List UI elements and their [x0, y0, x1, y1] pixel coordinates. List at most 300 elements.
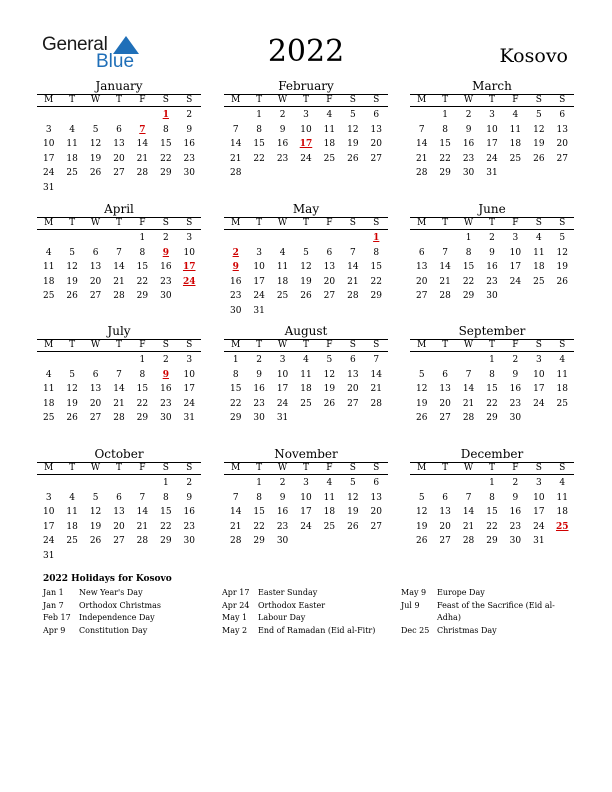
day-cell: 14: [462, 384, 475, 395]
day-cell: 27: [370, 521, 382, 532]
day-cell: 26: [323, 398, 336, 409]
day-cell: 30: [160, 413, 172, 424]
weekday-label: T: [442, 95, 449, 105]
day-cell: 13: [89, 262, 102, 273]
day-cell: 18: [42, 276, 55, 287]
weekday-label: S: [162, 340, 169, 350]
weekday-label: T: [488, 218, 495, 228]
day-cell: 30: [509, 413, 522, 424]
day-cell: 1: [489, 478, 495, 488]
weekday-label: S: [349, 218, 356, 228]
day-cell: 24: [509, 276, 522, 287]
day-cell: 4: [326, 478, 333, 488]
day-grid: [224, 476, 388, 549]
holiday-entry: [401, 625, 561, 638]
day-cell: 8: [232, 369, 239, 380]
day-cell: 7: [116, 247, 122, 258]
day-cell: 15: [462, 262, 475, 273]
month-name: June: [478, 202, 506, 216]
day-cell: 4: [303, 355, 309, 365]
day-cell: 6: [116, 124, 122, 135]
day-cell: 4: [559, 478, 566, 488]
weekday-label: F: [512, 340, 519, 350]
day-grid: [410, 231, 574, 304]
day-cell: 16: [486, 262, 498, 273]
day-cell: 7: [373, 355, 380, 365]
holiday-column: [43, 587, 218, 637]
empty-cell: [457, 476, 480, 491]
empty-cell: [457, 353, 480, 368]
weekday-label: M: [44, 218, 54, 228]
day-cell: 13: [370, 124, 382, 135]
day-cell: 6: [442, 492, 448, 503]
day-cell: 22: [229, 398, 242, 409]
holiday-column: [222, 587, 397, 637]
day-cell: 22: [462, 276, 475, 287]
weekday-header: [37, 462, 201, 475]
day-cell: 5: [92, 492, 99, 503]
holiday-entry: [222, 612, 397, 625]
day-cell: 2: [186, 478, 193, 488]
weekday-label: T: [115, 218, 122, 228]
day-cell: 29: [229, 413, 242, 424]
day-cell: 28: [113, 291, 125, 302]
day-cell: 17: [509, 262, 522, 273]
holiday-entry: [43, 600, 218, 613]
weekday-label: S: [535, 463, 542, 473]
empty-cell: [271, 231, 294, 246]
day-cell: 10: [509, 247, 522, 258]
day-cell: 27: [556, 153, 568, 164]
weekday-label: M: [44, 340, 54, 350]
day-cell: 2: [186, 110, 193, 120]
month-november: [224, 447, 388, 549]
day-cell: 11: [509, 124, 522, 135]
day-cell: 18: [276, 276, 289, 287]
empty-cell: [107, 108, 130, 123]
day-cell: 11: [323, 124, 336, 135]
day-grid: [410, 353, 574, 426]
day-cell: 16: [462, 139, 475, 150]
weekday-label: F: [139, 340, 146, 350]
day-cell: 11: [276, 262, 289, 273]
day-cell: 9: [465, 124, 472, 135]
day-grid: [37, 108, 201, 196]
day-cell: 10: [183, 247, 195, 258]
day-cell: 25: [42, 291, 55, 302]
day-cell: 16: [160, 384, 172, 395]
day-cell: 28: [136, 168, 149, 179]
day-cell: 6: [373, 478, 380, 488]
day-cell: 27: [113, 168, 125, 179]
day-cell: 28: [229, 168, 242, 179]
day-cell: 15: [253, 139, 265, 150]
day-cell: 29: [253, 536, 265, 547]
day-cell: 20: [415, 276, 428, 287]
holiday-name: Easter Sunday: [258, 588, 318, 597]
day-cell: 6: [442, 369, 448, 380]
day-cell: 12: [66, 262, 78, 273]
weekday-label: T: [115, 340, 122, 350]
day-cell: 23: [486, 276, 498, 287]
day-cell: 28: [347, 291, 359, 302]
day-cell: 24: [300, 153, 312, 164]
day-cell: 8: [489, 492, 495, 503]
day-cell: 11: [323, 492, 336, 503]
day-cell: 11: [66, 507, 78, 518]
day-cell: 27: [439, 413, 451, 424]
day-cell: 3: [512, 233, 519, 243]
day-grid: [224, 231, 388, 319]
day-cell: 4: [535, 233, 542, 243]
day-cell: 17: [276, 384, 289, 395]
holiday-date: Jan 7: [43, 600, 64, 610]
day-cell: 2: [465, 110, 472, 120]
day-cell: 31: [42, 550, 55, 561]
weekday-header: [37, 339, 201, 352]
day-cell: 30: [509, 536, 522, 547]
day-cell: 11: [533, 247, 545, 258]
day-cell: 21: [462, 398, 475, 409]
month-name: February: [278, 79, 334, 93]
weekday-header: [224, 94, 388, 107]
month-name: January: [95, 79, 143, 93]
weekday-label: W: [277, 95, 288, 105]
day-cell: 22: [370, 276, 382, 287]
day-cell: 24: [533, 398, 545, 409]
day-cell: 24: [276, 398, 289, 409]
weekday-label: S: [535, 218, 542, 228]
weekday-label: T: [69, 340, 76, 350]
day-cell: 20: [89, 398, 102, 409]
empty-cell: [84, 353, 107, 368]
day-cell: 27: [347, 398, 359, 409]
day-cell: 31: [533, 536, 545, 547]
weekday-label: W: [277, 463, 288, 473]
day-cell: 13: [347, 369, 359, 380]
weekday-label: M: [231, 463, 241, 473]
holiday-day-cell: 9: [232, 262, 239, 273]
day-cell: 24: [42, 168, 55, 179]
weekday-label: F: [139, 218, 146, 228]
holiday-date: May 2: [222, 625, 248, 635]
weekday-label: T: [442, 463, 449, 473]
day-cell: 7: [465, 492, 472, 503]
weekday-label: T: [69, 95, 76, 105]
day-cell: 8: [442, 124, 448, 135]
day-cell: 31: [276, 413, 289, 424]
day-cell: 14: [229, 507, 242, 518]
day-cell: 14: [229, 139, 242, 150]
day-cell: 22: [253, 521, 265, 532]
weekday-header: [410, 217, 574, 230]
day-cell: 6: [92, 369, 99, 380]
day-cell: 21: [347, 276, 359, 287]
day-cell: 20: [323, 276, 336, 287]
day-cell: 10: [533, 492, 545, 503]
day-cell: 12: [533, 124, 545, 135]
day-cell: 1: [465, 233, 472, 243]
weekday-label: W: [277, 340, 288, 350]
weekday-label: S: [162, 218, 169, 228]
day-cell: 19: [66, 398, 78, 409]
weekday-header: [224, 217, 388, 230]
day-cell: 5: [326, 355, 333, 365]
day-cell: 10: [533, 369, 545, 380]
month-name: April: [104, 202, 134, 216]
weekday-label: T: [115, 95, 122, 105]
day-cell: 4: [69, 492, 75, 503]
day-cell: 30: [183, 536, 195, 547]
day-cell: 11: [42, 262, 55, 273]
day-cell: 7: [139, 492, 146, 503]
day-cell: 24: [300, 521, 312, 532]
empty-cell: [341, 231, 364, 246]
day-cell: 25: [300, 398, 312, 409]
day-cell: 25: [323, 521, 336, 532]
weekday-label: S: [186, 218, 193, 228]
weekday-label: W: [463, 95, 474, 105]
day-cell: 25: [276, 291, 289, 302]
day-cell: 23: [183, 153, 195, 164]
day-cell: 15: [486, 384, 498, 395]
day-cell: 10: [300, 492, 312, 503]
day-cell: 18: [323, 139, 336, 150]
day-cell: 23: [183, 521, 195, 532]
day-cell: 16: [509, 384, 522, 395]
day-cell: 17: [42, 521, 55, 532]
month-name: November: [274, 447, 338, 461]
weekday-header: [224, 462, 388, 475]
day-cell: 23: [160, 398, 172, 409]
empty-cell: [410, 108, 433, 123]
holiday-day-cell: 24: [182, 276, 196, 287]
empty-cell: [60, 476, 83, 491]
day-cell: 18: [533, 262, 545, 273]
weekday-label: S: [373, 95, 380, 105]
weekday-header: [410, 462, 574, 475]
month-september: [410, 324, 574, 426]
day-cell: 21: [136, 521, 149, 532]
day-cell: 22: [160, 521, 172, 532]
day-cell: 3: [256, 247, 262, 258]
day-cell: 31: [486, 168, 498, 179]
day-cell: 7: [465, 369, 472, 380]
day-cell: 6: [349, 355, 356, 365]
month-january: [37, 79, 201, 196]
day-cell: 4: [69, 124, 75, 135]
weekday-label: F: [512, 218, 519, 228]
empty-cell: [37, 353, 60, 368]
day-cell: 12: [347, 492, 359, 503]
weekday-label: S: [535, 340, 542, 350]
day-cell: 4: [326, 110, 333, 120]
day-cell: 26: [300, 291, 312, 302]
day-cell: 7: [349, 247, 356, 258]
day-cell: 19: [347, 139, 359, 150]
day-cell: 3: [303, 110, 309, 120]
holiday-date: Feb 17: [43, 613, 71, 622]
brand-name-top: General: [42, 34, 108, 55]
month-august: [224, 324, 388, 426]
day-cell: 15: [253, 507, 265, 518]
day-cell: 21: [113, 398, 125, 409]
month-name: August: [284, 324, 328, 338]
month-february: [224, 79, 388, 181]
weekday-label: F: [326, 463, 333, 473]
day-cell: 14: [347, 262, 359, 273]
day-grid: [37, 353, 201, 426]
empty-cell: [224, 476, 247, 491]
day-cell: 21: [229, 521, 242, 532]
day-cell: 18: [42, 398, 55, 409]
day-cell: 28: [136, 536, 149, 547]
day-cell: 17: [42, 153, 55, 164]
day-cell: 30: [229, 305, 242, 316]
day-cell: 5: [69, 369, 75, 380]
weekday-label: M: [231, 95, 241, 105]
day-cell: 17: [253, 276, 265, 287]
weekday-label: S: [373, 463, 380, 473]
day-cell: 17: [300, 507, 312, 518]
day-cell: 26: [66, 291, 78, 302]
day-cell: 26: [415, 413, 428, 424]
holiday-entry: [401, 600, 561, 625]
holiday-day-cell: 17: [299, 139, 313, 150]
holiday-date: Apr 9: [43, 625, 66, 635]
day-cell: 13: [113, 507, 125, 518]
month-name: May: [292, 202, 320, 216]
day-cell: 9: [186, 124, 193, 135]
weekday-label: T: [256, 218, 263, 228]
day-cell: 13: [323, 262, 336, 273]
day-cell: 26: [415, 536, 428, 547]
day-cell: 19: [300, 276, 312, 287]
day-cell: 5: [418, 492, 425, 503]
weekday-label: T: [256, 463, 263, 473]
day-cell: 28: [462, 536, 475, 547]
day-cell: 26: [533, 153, 545, 164]
day-cell: 29: [486, 413, 498, 424]
day-cell: 29: [370, 291, 382, 302]
day-cell: 20: [113, 521, 125, 532]
day-cell: 20: [370, 139, 382, 150]
day-cell: 7: [116, 369, 122, 380]
day-cell: 14: [439, 262, 451, 273]
weekday-label: S: [186, 95, 193, 105]
day-cell: 17: [486, 139, 498, 150]
empty-cell: [433, 476, 456, 491]
day-cell: 23: [462, 153, 475, 164]
day-cell: 8: [465, 247, 472, 258]
day-cell: 23: [509, 398, 522, 409]
empty-cell: [60, 231, 83, 246]
day-cell: 2: [162, 355, 169, 365]
day-cell: 1: [232, 355, 239, 365]
weekday-label: F: [512, 463, 519, 473]
weekday-label: F: [139, 463, 146, 473]
weekday-label: T: [115, 463, 122, 473]
weekday-label: F: [139, 95, 146, 105]
month-july: [37, 324, 201, 426]
day-cell: 21: [370, 384, 382, 395]
day-cell: 13: [113, 139, 125, 150]
day-cell: 29: [160, 536, 172, 547]
month-june: [410, 202, 574, 304]
month-may: [224, 202, 388, 319]
day-cell: 3: [279, 355, 286, 365]
day-cell: 8: [373, 247, 380, 258]
day-cell: 10: [42, 139, 55, 150]
weekday-label: S: [535, 95, 542, 105]
day-cell: 23: [276, 521, 289, 532]
weekday-label: T: [442, 340, 449, 350]
day-cell: 31: [42, 182, 55, 193]
holiday-date: Jul 9: [401, 600, 420, 610]
day-cell: 5: [92, 124, 99, 135]
day-cell: 9: [186, 492, 193, 503]
day-cell: 26: [347, 153, 359, 164]
day-cell: 6: [418, 247, 425, 258]
day-cell: 15: [160, 507, 172, 518]
day-cell: 26: [66, 413, 78, 424]
holiday-day-cell: 7: [139, 124, 146, 135]
weekday-label: M: [417, 340, 427, 350]
day-cell: 27: [113, 536, 125, 547]
day-cell: 16: [183, 139, 195, 150]
day-cell: 9: [279, 124, 286, 135]
weekday-label: M: [231, 218, 241, 228]
holiday-name: Christmas Day: [437, 625, 497, 635]
day-cell: 10: [253, 262, 265, 273]
holiday-entry: [222, 625, 397, 638]
holiday-date: Apr 24: [222, 600, 250, 610]
weekday-label: T: [488, 463, 495, 473]
day-cell: 27: [89, 413, 102, 424]
day-cell: 28: [439, 291, 451, 302]
day-cell: 20: [113, 153, 125, 164]
day-cell: 6: [326, 247, 333, 258]
day-cell: 3: [186, 233, 193, 243]
holiday-name: Orthodox Christmas: [79, 600, 161, 610]
day-cell: 11: [66, 139, 78, 150]
weekday-label: M: [417, 218, 427, 228]
day-cell: 19: [323, 384, 336, 395]
day-cell: 20: [89, 276, 102, 287]
day-cell: 25: [42, 413, 55, 424]
day-cell: 7: [418, 124, 425, 135]
day-cell: 6: [373, 110, 380, 120]
empty-cell: [107, 476, 130, 491]
day-cell: 6: [559, 110, 566, 120]
day-cell: 12: [89, 139, 102, 150]
day-cell: 18: [66, 521, 78, 532]
day-cell: 27: [415, 291, 428, 302]
day-cell: 16: [509, 507, 522, 518]
day-cell: 3: [45, 492, 52, 503]
day-cell: 28: [370, 398, 382, 409]
weekday-label: M: [44, 95, 54, 105]
day-grid: [410, 108, 574, 181]
day-cell: 14: [136, 507, 149, 518]
weekday-label: T: [442, 218, 449, 228]
holiday-entry: [222, 587, 397, 600]
day-cell: 12: [415, 507, 428, 518]
day-cell: 25: [509, 153, 522, 164]
day-cell: 16: [183, 507, 195, 518]
day-cell: 5: [69, 247, 75, 258]
empty-cell: [433, 231, 456, 246]
